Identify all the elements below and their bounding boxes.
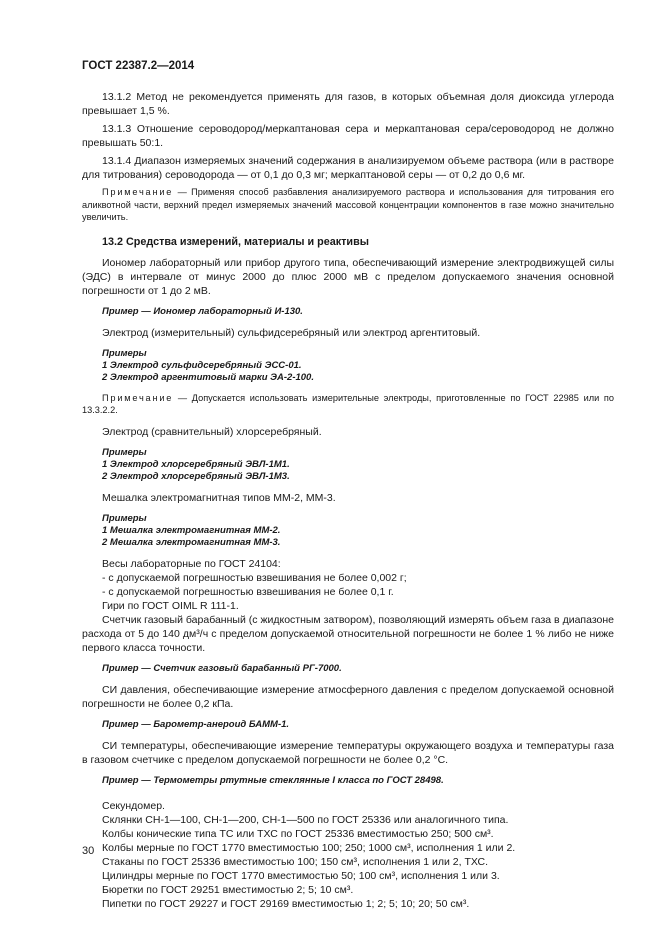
equipment-list — [82, 799, 614, 911]
ionomer-text: Иономер лабораторный или прибор другого типа, обеспечивающий измерение электродвижущей силы (ЭДС) в интервале от минус 2000 до плюс 2000 мВ с пределом допускаемого значения основной погрешности от 1 до 2 мВ. — [82, 256, 614, 297]
list-item: Бюретки по ГОСТ 29251 вместимостью 2; 5; 10 см³. — [102, 883, 354, 896]
examples-title-reference: Примеры — [102, 446, 147, 458]
paragraph-13-1-2: 13.1.2 Метод не рекомендуется применять для газов, в которых объемная доля диоксида углерода превышает 1,5 %. — [82, 91, 614, 117]
list-item: Пипетки по ГОСТ 29227 и ГОСТ 29169 вместимостью 1; 2; 5; 10; 20; 50 см³. — [102, 897, 470, 910]
temperature-text: СИ температуры, обеспечивающие измерение температуры окружающего воздуха и температуры газа в газовом счетчике с пределом допускаемой погрешности не более 0,2 °С. — [82, 739, 614, 766]
list-item: Стаканы по ГОСТ 25336 вместимостью 100; 150 см³, исполнения 1 или 2, ТХС. — [102, 855, 489, 868]
note-label: Примечание — [102, 392, 174, 403]
note-text: — Применяя способ разбавления анализируемого раствора и использования для титрования его аликвотной части, верхний предел измеряемых значений массовой концентрации компонентов в газе можно значительно увеличить. — [82, 187, 614, 222]
examples-title-stirrer: Примеры — [102, 512, 147, 524]
stirrer-text: Мешалка электромагнитная типов ММ-2, ММ-3. — [102, 491, 336, 504]
page-body — [82, 90, 614, 911]
weights-text: Гири по ГОСТ OIML R 111-1. — [102, 599, 239, 612]
pressure-text: СИ давления, обеспечивающие измерение атмосферного давления с пределом допускаемой основной погрешности не более 0,2 кПа. — [82, 683, 614, 710]
example-pressure: Пример — Барометр-анероид БАММ-1. — [102, 718, 290, 730]
example-electrode-1: 1 Электрод сульфидсеребряный ЭСС-01. — [102, 359, 302, 371]
scales-text: Весы лабораторные по ГОСТ 24104: — [102, 557, 281, 570]
list-item: Колбы конические типа ТС или ТХС по ГОСТ 25336 вместимостью 250; 500 см³. — [102, 827, 494, 840]
note-electrodes — [82, 392, 614, 417]
page-number: 30 — [82, 845, 95, 857]
note-dilution — [82, 186, 614, 224]
electrode-reference-text: Электрод (сравнительный) хлорсеребряный. — [102, 425, 322, 438]
note-text: — Допускается использовать измерительные электроды, приготовленные по ГОСТ 22985 или по 13.3.2.2. — [82, 392, 614, 415]
paragraph-13-1-3: 13.1.3 Отношение сероводород/меркаптановая сера и меркаптановая сера/сероводород не должно превышать 50:1. — [82, 123, 614, 149]
list-item: Цилиндры мерные по ГОСТ 1770 вместимостью 50; 100 см³, исполнения 1 или 3. — [102, 869, 500, 882]
document-code-header: ГОСТ 22387.2—2014 — [82, 60, 195, 72]
example-gas-meter: Пример — Счетчик газовый барабанный РГ-7000. — [102, 662, 342, 674]
example-stirrer-1: 1 Мешалка электромагнитная ММ-2. — [102, 524, 281, 536]
section-heading-13-2: 13.2 Средства измерений, материалы и реактивы — [102, 235, 369, 248]
electrode-measuring-text: Электрод (измерительный) сульфидсеребряный или электрод аргентитовый. — [102, 326, 481, 339]
list-item: Колбы мерные по ГОСТ 1770 вместимостью 100; 250; 1000 см³, исполнения 1 или 2. — [102, 841, 516, 854]
scales-item-1: - с допускаемой погрешностью взвешивания не более 0,002 г; — [102, 571, 407, 584]
list-item: Склянки СН-1—100, СН-1—200, СН-1—500 по ГОСТ 25336 или аналогичного типа. — [102, 813, 509, 826]
scales-item-2: - с допускаемой погрешностью взвешивания не более 0,1 г. — [102, 585, 394, 598]
note-label: Примечание — [102, 187, 174, 197]
example-temperature: Пример — Термометры ртутные стеклянные I класса по ГОСТ 28498. — [102, 774, 444, 786]
example-reference-1: 1 Электрод хлорсеребряный ЭВЛ-1М1. — [102, 458, 290, 470]
paragraph-13-1-4: 13.1.4 Диапазон измеряемых значений содержания в анализируемом объеме раствора (или в растворе для титрования) сероводорода — от 0,1 до 0,3 мг; меркаптановой серы — от 0,2 до 0,6 мг. — [82, 155, 614, 181]
examples-title-electrode: Примеры — [102, 347, 147, 359]
gas-meter-text: Счетчик газовый барабанный (с жидкостным затвором), позволяющий измерять объем газа в диапазоне расхода от 5 до 140 дм³/ч с пределом допускаемой относительной погрешности не более 1 % либо не ниже первого класса точности. — [82, 613, 614, 654]
example-stirrer-2: 2 Мешалка электромагнитная ММ-3. — [102, 536, 281, 548]
example-ionomer: Пример — Иономер лабораторный И-130. — [102, 305, 303, 317]
example-electrode-2: 2 Электрод аргентитовый марки ЭА-2-100. — [102, 371, 314, 383]
list-item: Секундомер. — [102, 799, 165, 812]
example-reference-2: 2 Электрод хлорсеребряный ЭВЛ-1М3. — [102, 470, 290, 482]
